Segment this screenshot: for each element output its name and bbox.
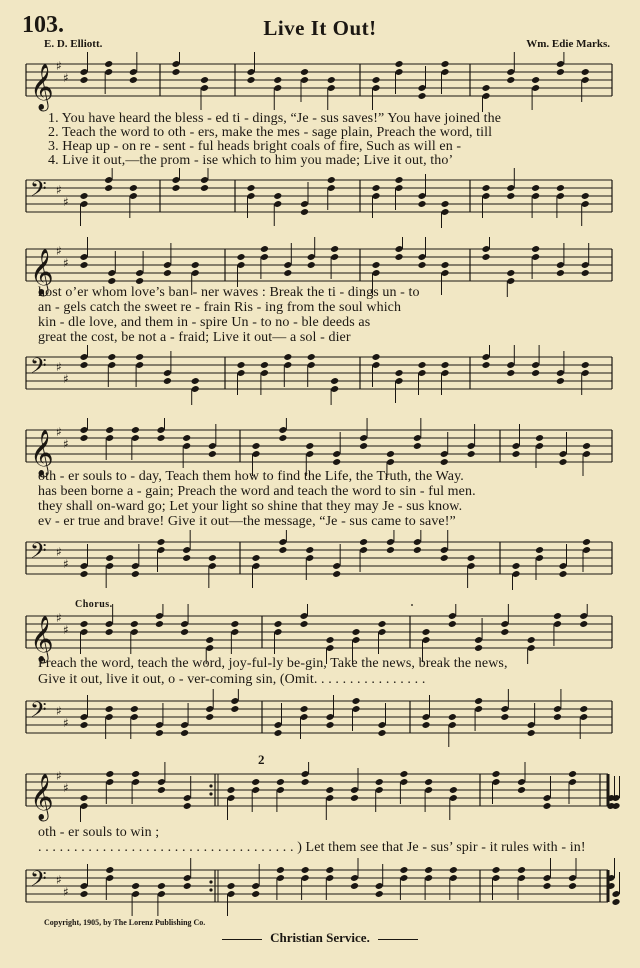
svg-text:♯: ♯ [56, 360, 62, 374]
bass-staff-system-3 [0, 530, 640, 590]
treble-staff-system-4 [0, 604, 640, 664]
lyric-system-2-verse-2: an - gels catch the sweet re - frain Ris - ing from the soul which [38, 300, 402, 315]
lyric-system-2-verse-3: kin - dle love, and them in - spire Un - to no - ble deeds as [38, 315, 371, 330]
svg-text:♯: ♯ [56, 425, 62, 439]
svg-text:♯: ♯ [63, 781, 69, 795]
svg-text:♯: ♯ [63, 885, 69, 899]
svg-text:♯: ♯ [63, 557, 69, 571]
bass-staff-system-4 [0, 689, 640, 749]
chorus-label: Chorus. [75, 599, 113, 610]
lyric-system-2-verse-1: host o’er whom love’s ban - ner waves : Break the ti - dings un - to [38, 285, 420, 300]
svg-text:♯: ♯ [56, 244, 62, 258]
lyric-system-1-verse-4: 4. Live it out,—the prom - ise which to him you made; Live it out, tho’ [48, 153, 454, 168]
lyric-system-5-line-2: . . . . . . . . . . . . . . . . . . . . . . . . . . . . . . . . . . . . ) Let them see that Je - sus’ spir - it rules with - in! [38, 840, 586, 855]
lyric-system-1-verse-3: 3. Heap up - on re - sent - ful heads bright coals of fire, Such as will en - [48, 139, 462, 154]
bass-staff-system-5 [0, 858, 640, 918]
svg-text:𝄞: 𝄞 [30, 774, 54, 820]
svg-text:𝄞: 𝄞 [30, 64, 54, 110]
svg-text:𝄢: 𝄢 [30, 177, 47, 207]
treble-staff-system-1 [0, 52, 640, 112]
footer-text: Christian Service. [270, 930, 370, 945]
lyric-system-1-verse-1: 1. You have heard the bless - ed ti - dings, “Je - sus saves!” You have joined the [48, 111, 502, 126]
svg-text:♯: ♯ [63, 716, 69, 730]
page-footer [0, 930, 640, 946]
footer-rule-right [378, 939, 418, 940]
svg-text:♯: ♯ [63, 437, 69, 451]
svg-text:♯: ♯ [56, 769, 62, 783]
svg-text:♯: ♯ [63, 623, 69, 637]
lyric-system-3-verse-3: they shall on-ward go; Let your light so shine that they may Je - sus know. [38, 499, 463, 514]
svg-text:♯: ♯ [63, 71, 69, 85]
lyric-system-3-verse-1: oth - er souls to - day, Teach them how to find the Life, the Truth, the Way. [38, 469, 464, 484]
hymn-author: E. D. Elliott. [44, 38, 103, 50]
copyright-notice: Copyright, 1905, by The Lorenz Publishing Co. [44, 918, 206, 927]
svg-text:♯: ♯ [63, 256, 69, 270]
bass-staff-system-1 [0, 168, 640, 228]
hymn-number: 103. [22, 12, 64, 38]
svg-text:♯: ♯ [63, 372, 69, 386]
footer-rule-left [222, 939, 262, 940]
lyric-chorus-line-2: Give it out, live it out, o - ver-coming sin, (Omit. . . . . . . . . . . . . . . . [38, 672, 426, 687]
lyric-system-2-verse-4: great the cost, be not a - fraid; Live it out— a sol - dier [38, 330, 351, 345]
svg-text:𝄢: 𝄢 [30, 539, 47, 569]
bass-staff-system-2 [0, 345, 640, 405]
svg-text:♯: ♯ [56, 183, 62, 197]
svg-text:♯: ♯ [56, 873, 62, 887]
svg-text:♯: ♯ [56, 704, 62, 718]
hymn-title: Live It Out! [263, 16, 377, 40]
lyric-system-5-line-1: oth - er souls to win ; [38, 825, 160, 840]
svg-text:𝄢: 𝄢 [30, 698, 47, 728]
svg-text:♯: ♯ [56, 545, 62, 559]
svg-text:𝄢: 𝄢 [30, 354, 47, 384]
lyric-system-3-verse-4: ev - er true and brave! Give it out—the message, “Je - sus came to save!” [38, 514, 456, 529]
svg-text:𝄞: 𝄞 [30, 249, 54, 295]
lyric-chorus-line-1: Preach the word, teach the word, joy-ful-ly be-gin, Take the news, break the news, [38, 656, 508, 671]
second-ending-number: 2 [258, 752, 265, 767]
svg-text:♯: ♯ [56, 59, 62, 73]
svg-text:𝄢: 𝄢 [30, 867, 47, 897]
hymn-composer: Wm. Edie Marks. [526, 38, 610, 50]
svg-text:♯: ♯ [56, 611, 62, 625]
treble-staff-system-5 [0, 762, 640, 822]
lyric-system-3-verse-2: has been borne a - gain; Preach the word and teach the word to sin - ful men. [38, 484, 476, 499]
svg-text:♯: ♯ [63, 195, 69, 209]
svg-text:𝄞: 𝄞 [30, 616, 54, 662]
lyric-system-1-verse-2: 2. Teach the word to oth - ers, make the mes - sage plain, Preach the word, till [48, 125, 493, 140]
svg-text:𝄞: 𝄞 [30, 430, 54, 476]
